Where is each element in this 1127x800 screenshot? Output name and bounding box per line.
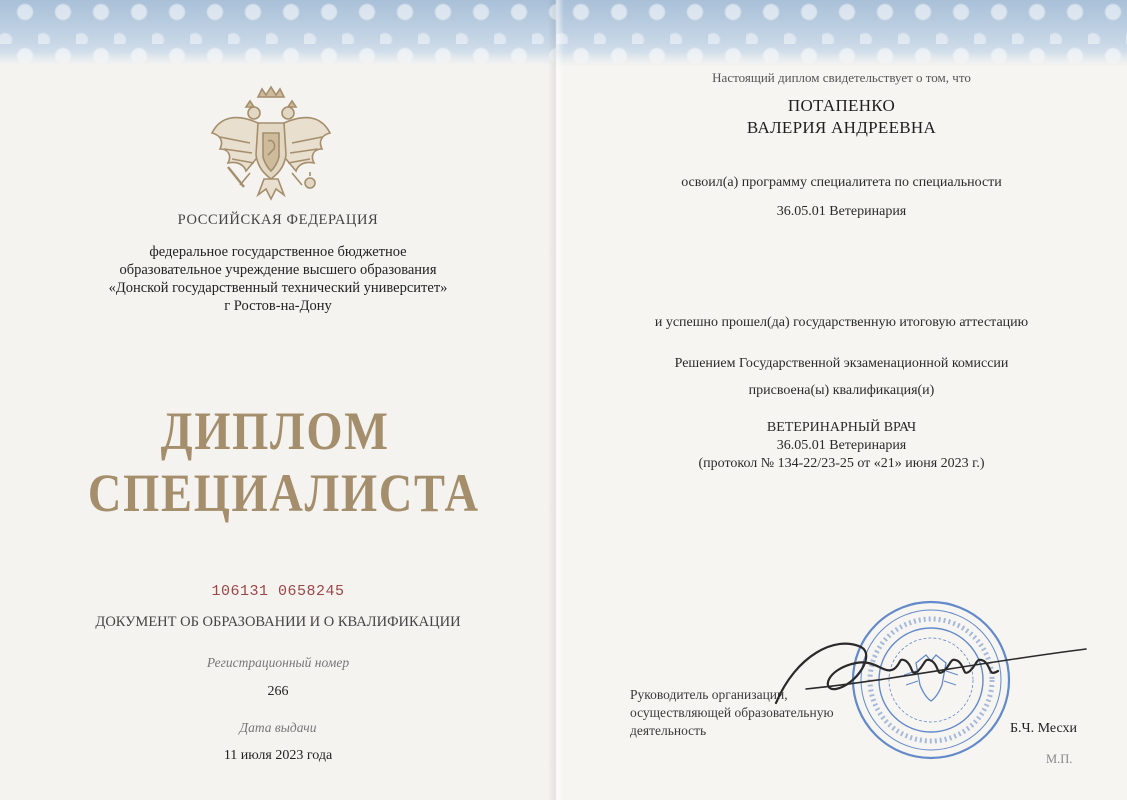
document-type: ДОКУМЕНТ ОБ ОБРАЗОВАНИИ И О КВАЛИФИКАЦИИ: [95, 614, 461, 630]
diploma-subtitle: СПЕЦИАЛИСТА: [87, 463, 480, 523]
coat-of-arms-icon: [206, 83, 336, 203]
diploma-title: ДИПЛОМ: [160, 401, 390, 461]
qualification: ВЕТЕРИНАРНЫЙ ВРАЧ: [766, 420, 917, 435]
intro-text: Настоящий диплом свидетельствует о том, что: [712, 70, 971, 85]
issue-date: 11 июля 2023 года: [223, 748, 333, 763]
institution-name: «Донской государственный технический университет»: [108, 280, 448, 296]
attestation-text: и успешно прошел(да) государственную итоговую аттестацию: [654, 315, 1029, 330]
guilloche-band: [556, 0, 1127, 66]
specialty: 36.05.01 Ветеринария: [776, 204, 907, 219]
signatory-title-line: осуществляющей образовательную: [630, 705, 834, 720]
institution-city: г Ростов-на-Дону: [224, 298, 332, 314]
program-text: освоил(а) программу специалитета по специальности: [681, 175, 1002, 190]
qualification-assigned-text: присвоена(ы) квалификация(и): [748, 383, 935, 398]
diploma-left-page: [0, 0, 556, 800]
seal-place-mark: М.П.: [1046, 752, 1073, 766]
issue-date-label: Дата выдачи: [239, 720, 317, 735]
guilloche-band: [0, 0, 556, 66]
signatory-title-line: деятельность: [630, 723, 707, 738]
registration-label: Регистрационный номер: [206, 655, 350, 670]
diploma-right-page: [556, 0, 1127, 800]
signatory-name: Б.Ч. Месхи: [1010, 721, 1077, 736]
signature-icon: [776, 644, 1086, 703]
qualification-specialty: 36.05.01 Ветеринария: [776, 438, 907, 453]
graduate-given-names: ВАЛЕРИЯ АНДРЕЕВНА: [746, 118, 937, 137]
signatory-title-line: Руководитель организации,: [630, 687, 788, 702]
protocol-text: (протокол № 134-22/23-25 от «21» июня 2023 г.): [698, 456, 985, 471]
commission-decision: Решением Государственной экзаменационной комиссии: [674, 356, 1009, 371]
graduate-surname: ПОТАПЕНКО: [787, 96, 896, 115]
country-name: РОССИЙСКАЯ ФЕДЕРАЦИЯ: [177, 212, 379, 228]
institution-line: образовательное учреждение высшего образования: [119, 262, 437, 278]
registration-number: 266: [267, 684, 289, 699]
institution-line: федеральное государственное бюджетное: [149, 244, 407, 260]
page-fold: [548, 0, 564, 800]
diploma-serial-number: 106131 0658245: [211, 583, 345, 600]
